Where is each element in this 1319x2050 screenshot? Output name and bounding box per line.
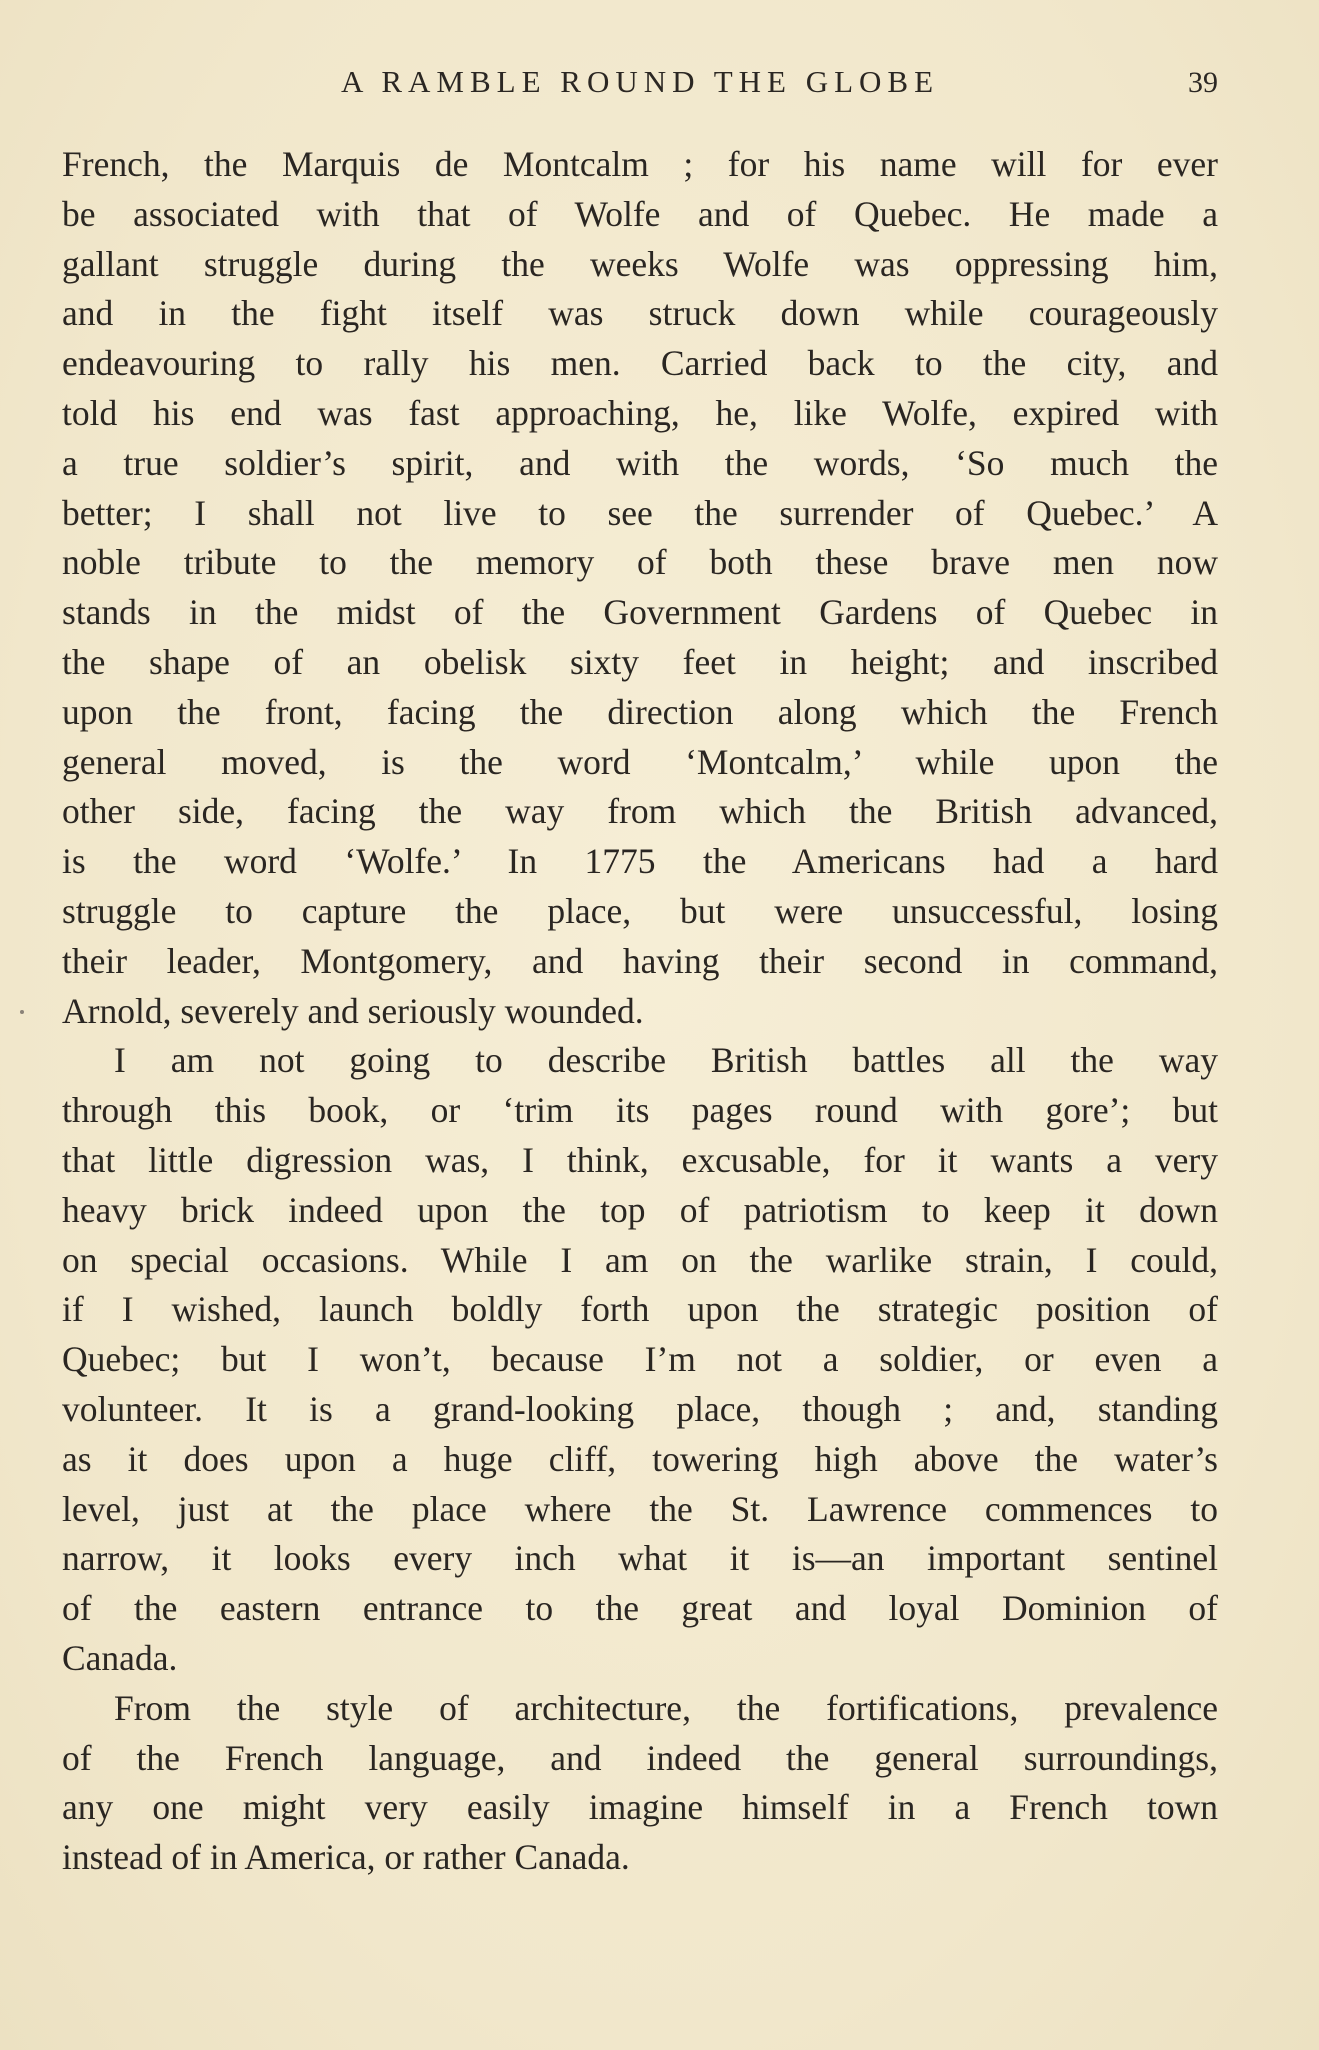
- text-line: general moved, is the word ‘Montcalm,’ while upon the: [62, 741, 1218, 782]
- text-line: other side, facing the way from which the British advanced,: [62, 791, 1218, 832]
- text-line: be associated with that of Wolfe and of Quebec. He made a: [62, 193, 1218, 234]
- body-text: [62, 140, 1218, 1883]
- text-line: is the word ‘Wolfe.’ In 1775 the Americans had a hard: [62, 841, 1218, 882]
- text-line: told his end was fast approaching, he, like Wolfe, expired with: [62, 392, 1218, 433]
- margin-speck: [20, 1010, 24, 1014]
- text-line: Quebec; but I won’t, because I’m not a soldier, or even a: [62, 1339, 1218, 1380]
- text-line: through this book, or ‘trim its pages round with gore’; but: [62, 1090, 1218, 1131]
- text-line: noble tribute to the memory of both these brave men now: [62, 542, 1218, 583]
- text-line: endeavouring to rally his men. Carried back to the city, and: [62, 343, 1218, 384]
- text-line: a true soldier’s spirit, and with the words, ‘So much the: [62, 442, 1218, 483]
- text-line: instead of in America, or rather Canada.: [62, 1837, 630, 1878]
- text-line: as it does upon a huge cliff, towering high above the water’s: [62, 1438, 1218, 1479]
- text-line: of the eastern entrance to the great and loyal Dominion of: [62, 1588, 1218, 1629]
- text-line: narrow, it looks every inch what it is—an important sentinel: [62, 1538, 1218, 1579]
- text-line: level, just at the place where the St. Lawrence commences to: [62, 1488, 1218, 1529]
- text-line: any one might very easily imagine himself in a French town: [62, 1787, 1218, 1828]
- text-line: heavy brick indeed upon the top of patriotism to keep it down: [62, 1189, 1218, 1230]
- text-line: stands in the midst of the Government Gardens of Quebec in: [62, 592, 1218, 633]
- paragraph-start-line: From the style of architecture, the fortifications, prevalence: [114, 1687, 1218, 1728]
- running-title: A RAMBLE ROUND THE GLOBE: [340, 64, 940, 99]
- text-line: volunteer. It is a grand-looking place, though ; and, standing: [62, 1388, 1218, 1429]
- paragraph-start-line: I am not going to describe British battles all the way: [114, 1040, 1218, 1081]
- text-line: French, the Marquis de Montcalm ; for his name will for ever: [62, 144, 1218, 184]
- text-line: that little digression was, I think, excusable, for it wants a very: [62, 1139, 1218, 1180]
- text-line: upon the front, facing the direction along which the French: [62, 691, 1218, 732]
- text-line: on special occasions. While I am on the warlike strain, I could,: [62, 1239, 1218, 1280]
- text-line: the shape of an obelisk sixty feet in height; and inscribed: [62, 641, 1218, 682]
- text-line: if I wished, launch boldly forth upon the strategic position of: [62, 1289, 1218, 1330]
- text-line: Canada.: [62, 1637, 178, 1678]
- text-line: gallant struggle during the weeks Wolfe was oppressing him,: [62, 243, 1218, 284]
- text-line: Arnold, severely and seriously wounded.: [62, 990, 644, 1031]
- page-number: 39: [1188, 66, 1218, 99]
- text-line: better; I shall not live to see the surrender of Quebec.’ A: [62, 492, 1218, 533]
- text-line: and in the fight itself was struck down while courageously: [62, 293, 1218, 334]
- page-header: [62, 64, 1218, 112]
- text-line: of the French language, and indeed the general surroundings,: [62, 1737, 1218, 1778]
- text-line: their leader, Montgomery, and having their second in command,: [62, 940, 1218, 981]
- text-line: struggle to capture the place, but were unsuccessful, losing: [62, 890, 1218, 931]
